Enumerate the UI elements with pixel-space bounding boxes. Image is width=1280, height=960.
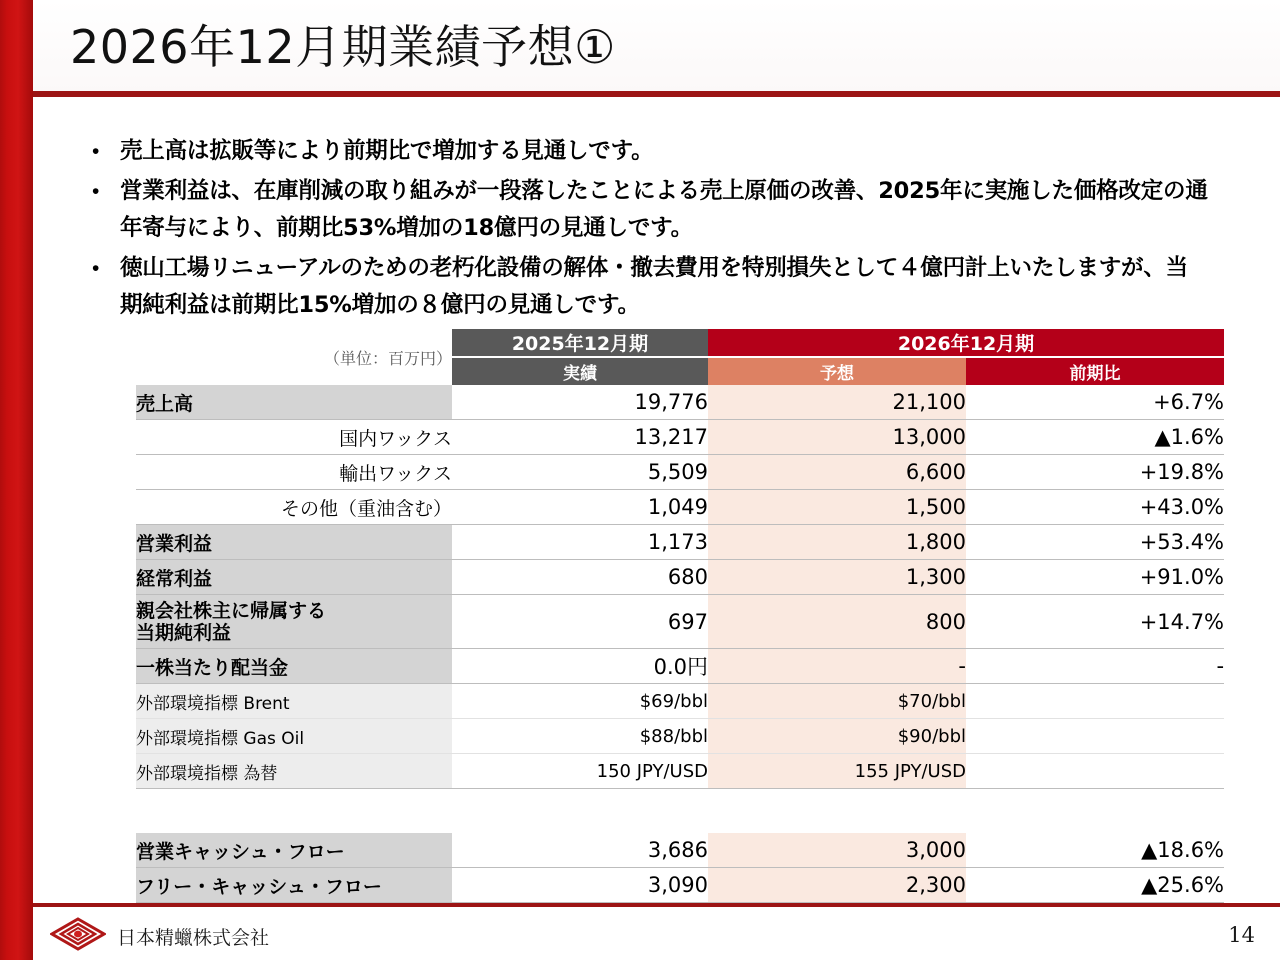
- row-actual: 0.0円: [452, 649, 708, 684]
- row-forecast: $90/bbl: [708, 719, 966, 754]
- row-forecast: $70/bbl: [708, 684, 966, 719]
- row-forecast: 2,300: [708, 868, 966, 903]
- table-row: [136, 525, 1224, 560]
- row-actual: 680: [452, 560, 708, 595]
- row-label: 営業キャッシュ・フロー: [136, 833, 452, 868]
- table-row: [136, 420, 1224, 455]
- table-spacer-row: [136, 789, 1224, 834]
- row-yoy: [966, 719, 1224, 754]
- row-label: 経常利益: [136, 560, 452, 595]
- financial-results-table: [136, 329, 1224, 903]
- row-forecast: 3,000: [708, 833, 966, 868]
- footer: [33, 907, 1280, 960]
- row-actual: 3,686: [452, 833, 708, 868]
- table-row: [136, 719, 1224, 754]
- bullet-text: 営業利益は、在庫削減の取り組みが一段落したことによる売上原価の改善、2025年に実施した価格改定の通年寄与により、前期比53%増加の18億円の見通しです。: [120, 178, 1208, 241]
- table-row: [136, 868, 1224, 903]
- spacer-cell: [452, 789, 708, 834]
- header-col-forecast: 予想: [708, 357, 966, 385]
- row-label: その他（重油含む）: [136, 490, 452, 525]
- row-label: 輸出ワックス: [136, 455, 452, 490]
- row-label: 国内ワックス: [136, 420, 452, 455]
- header-col-actual: 実績: [452, 357, 708, 385]
- bullet-marker-icon: •: [92, 140, 100, 163]
- row-label: 外部環境指標 Gas Oil: [136, 719, 452, 754]
- row-label: [136, 595, 452, 649]
- title-area: [33, 0, 1280, 95]
- row-actual: 150 JPY/USD: [452, 754, 708, 789]
- bullet-item: [88, 250, 1208, 324]
- row-label: 売上高: [136, 385, 452, 420]
- row-actual: 5,509: [452, 455, 708, 490]
- footer-company-name: 日本精蠟株式会社: [117, 927, 270, 949]
- row-label-line2: 当期純利益: [136, 621, 232, 644]
- bullet-text: 徳山工場リニューアルのための老朽化設備の解体・撤去費用を特別損失として４億円計上いたしますが、当期純利益は前期比15%増加の８億円の見通しです。: [120, 255, 1188, 318]
- spacer-cell: [966, 789, 1224, 834]
- row-forecast: 1,800: [708, 525, 966, 560]
- row-yoy: +91.0%: [966, 560, 1224, 595]
- row-yoy: -: [966, 649, 1224, 684]
- table-row: [136, 649, 1224, 684]
- bullet-list: [88, 133, 1208, 327]
- row-actual: 1,049: [452, 490, 708, 525]
- left-accent-stripe: [0, 0, 33, 960]
- row-forecast: 13,000: [708, 420, 966, 455]
- row-yoy: +19.8%: [966, 455, 1224, 490]
- page-number: 14: [1228, 923, 1255, 947]
- row-yoy: [966, 684, 1224, 719]
- bullet-marker-icon: •: [92, 180, 100, 203]
- row-forecast: 155 JPY/USD: [708, 754, 966, 789]
- unit-note: （単位：百万円）: [323, 348, 452, 368]
- row-label: 営業利益: [136, 525, 452, 560]
- table-row: [136, 455, 1224, 490]
- header-col-yoy: 前期比: [966, 357, 1224, 385]
- row-yoy: +14.7%: [966, 595, 1224, 649]
- row-yoy: [966, 754, 1224, 789]
- header-period-current: 2026年12月期: [708, 329, 1224, 357]
- row-forecast: 1,500: [708, 490, 966, 525]
- row-actual: $88/bbl: [452, 719, 708, 754]
- row-yoy: ▲25.6%: [966, 868, 1224, 903]
- row-yoy: ▲18.6%: [966, 833, 1224, 868]
- bullet-marker-icon: •: [92, 257, 100, 280]
- row-actual: 19,776: [452, 385, 708, 420]
- page-title: 2026年12月期業績予想①: [70, 20, 616, 74]
- row-actual: 3,090: [452, 868, 708, 903]
- row-label: 一株当たり配当金: [136, 649, 452, 684]
- row-actual: 13,217: [452, 420, 708, 455]
- row-actual: 1,173: [452, 525, 708, 560]
- row-forecast: 1,300: [708, 560, 966, 595]
- spacer-cell: [708, 789, 966, 834]
- header-period-previous: 2025年12月期: [452, 329, 708, 357]
- row-forecast: 800: [708, 595, 966, 649]
- row-label: 外部環境指標 為替: [136, 754, 452, 789]
- bullet-text: 売上高は拡販等により前期比で増加する見通しです。: [120, 138, 654, 164]
- row-forecast: 6,600: [708, 455, 966, 490]
- table-header-row-period: [136, 329, 1224, 357]
- row-yoy: +6.7%: [966, 385, 1224, 420]
- table-row: [136, 595, 1224, 649]
- table-row: [136, 560, 1224, 595]
- row-label: 外部環境指標 Brent: [136, 684, 452, 719]
- table-row: [136, 833, 1224, 868]
- row-label: フリー・キャッシュ・フロー: [136, 868, 452, 903]
- row-actual: 697: [452, 595, 708, 649]
- row-label-line1: 親会社株主に帰属する: [136, 599, 327, 622]
- row-forecast: 21,100: [708, 385, 966, 420]
- table-row: [136, 754, 1224, 789]
- row-yoy: ▲1.6%: [966, 420, 1224, 455]
- title-divider-rule: [33, 91, 1280, 97]
- row-yoy: +53.4%: [966, 525, 1224, 560]
- spacer-cell: [136, 789, 452, 834]
- bullet-item: [88, 133, 1208, 170]
- table-row: [136, 385, 1224, 420]
- diamond-logo-icon: [50, 917, 106, 951]
- bullet-item: [88, 173, 1208, 247]
- table-row: [136, 684, 1224, 719]
- row-yoy: +43.0%: [966, 490, 1224, 525]
- row-actual: $69/bbl: [452, 684, 708, 719]
- table-row: [136, 490, 1224, 525]
- row-forecast: -: [708, 649, 966, 684]
